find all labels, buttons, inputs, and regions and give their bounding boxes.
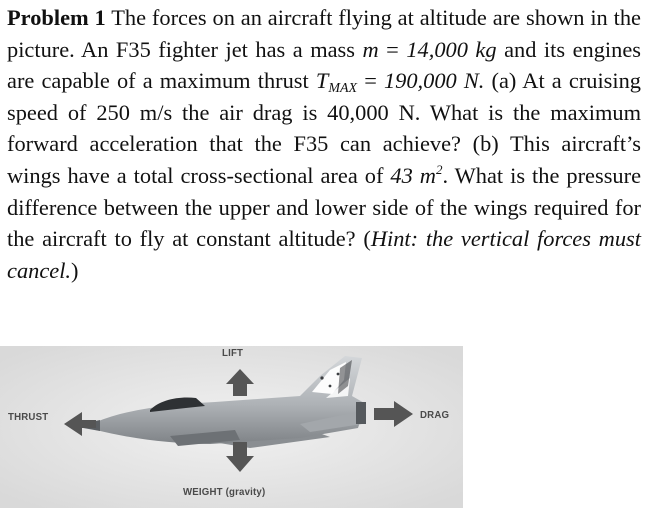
problem-text-5: ) xyxy=(71,257,79,283)
equals-sign-2: = xyxy=(357,68,384,94)
thrust-value: 190,000 N. xyxy=(383,68,485,94)
equals-sign-1: = xyxy=(378,36,407,62)
problem-text-3: (a) At a cruising speed of 250 m/s the air drag is 40,000 N. What is the maximum forward acceleration that the F35 can achieve? (b) This aircraft’s wings have a total cross-sectional area of xyxy=(7,68,641,188)
mass-variable: m xyxy=(362,36,379,62)
area-superscript: 2 xyxy=(435,161,443,177)
problem-text-4: . What is the pressure difference between the upper and lower side of the wings required for the aircraft to fly at constant altitude? ( xyxy=(7,162,642,252)
mass-value: 14,000 kg xyxy=(406,36,497,62)
drag-label: DRAG xyxy=(420,409,450,421)
problem-label: Problem 1 xyxy=(7,5,106,30)
area-value: 43 $m^2$ xyxy=(390,161,443,188)
weight-label: WEIGHT (gravity) xyxy=(183,486,266,498)
hint-text: Hint: the vertical forces must cancel. xyxy=(7,226,641,283)
thrust-variable: $T_{MAX}$ xyxy=(315,68,358,97)
thrust-subscript: MAX xyxy=(328,81,358,97)
thrust-label: THRUST xyxy=(8,411,49,423)
problem-text-1: The forces on an aircraft flying at altitude are shown in the picture. An F35 fighter jet has a mass xyxy=(7,5,641,62)
problem-text xyxy=(7,2,641,286)
lift-label: LIFT xyxy=(222,347,244,359)
force-diagram-graphic xyxy=(0,338,463,508)
force-diagram xyxy=(0,338,463,508)
problem-text-2: and its engines are capable of a maximum thrust xyxy=(7,36,641,94)
